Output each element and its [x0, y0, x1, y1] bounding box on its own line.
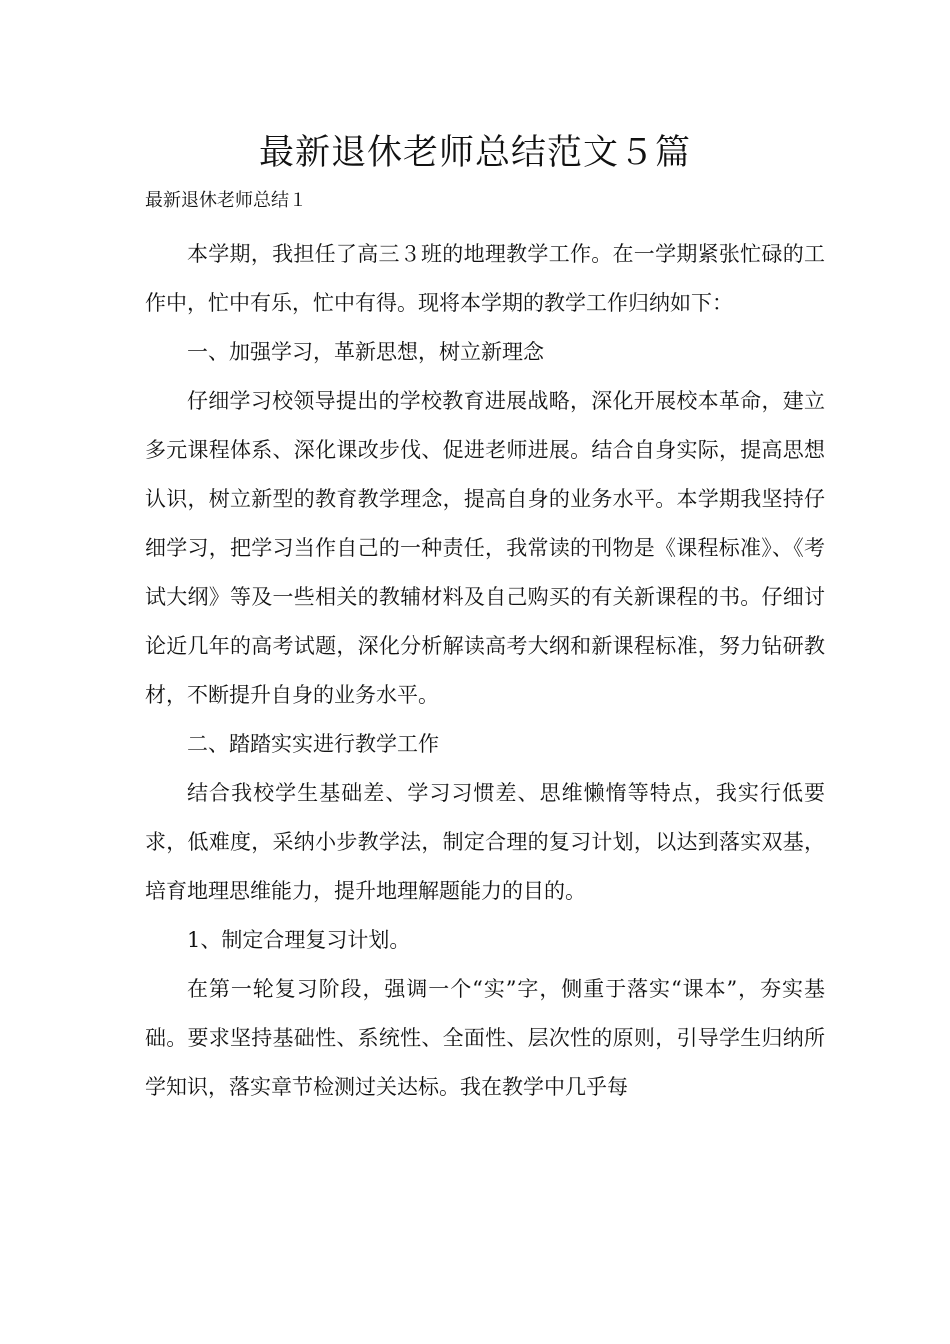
section-subtitle: 最新退休老师总结１ — [145, 190, 307, 211]
document-body — [145, 230, 825, 1112]
paragraph-study: 仔细学习校领导提出的学校教育进展战略，深化开展校本革命，建立多元课程体系、深化课改步伐、促进老师进展。结合自身实际，提高思想认识，树立新型的教育教学理念，提高自身的业务水平。本学期我坚持仔细学习，把学习当作自己的一种责任，我常读的刊物是《课程标准》、《考试大纲》等及一些相关的教辅材料及自己购买的有关新课程的书。仔细讨论近几年的高考试题，深化分析解读高考大纲和新课程标准，努力钻研教材，不断提升自身的业务水平。 — [145, 389, 825, 707]
paragraph-intro: 本学期，我担任了高三３班的地理教学工作。在一学期紧张忙碌的工作中，忙中有乐，忙中有得。现将本学期的教学工作归纳如下： — [145, 242, 825, 315]
paragraph-review: 在第一轮复习阶段，强调一个“实”字，侧重于落实“课本”，夯实基础。要求坚持基础性、系统性、全面性、层次性的原则，引导学生归纳所学知识，落实章节检测过关达标。我在教学中几乎每 — [145, 977, 825, 1099]
subsection-heading-1: 1、制定合理复习计划。 — [187, 928, 411, 952]
paragraph-teaching: 结合我校学生基础差、学习习惯差、思维懒惰等特点，我实行低要求，低难度，采纳小步教学法，制定合理的复习计划，以达到落实双基，培育地理思维能力，提升地理解题能力的目的。 — [145, 781, 825, 903]
section-heading-2: 二、踏踏实实进行教学工作 — [187, 732, 439, 756]
section-heading-1: 一、加强学习，革新思想，树立新理念 — [187, 340, 544, 364]
document-title: 最新退休老师总结范文５篇 — [258, 133, 691, 173]
